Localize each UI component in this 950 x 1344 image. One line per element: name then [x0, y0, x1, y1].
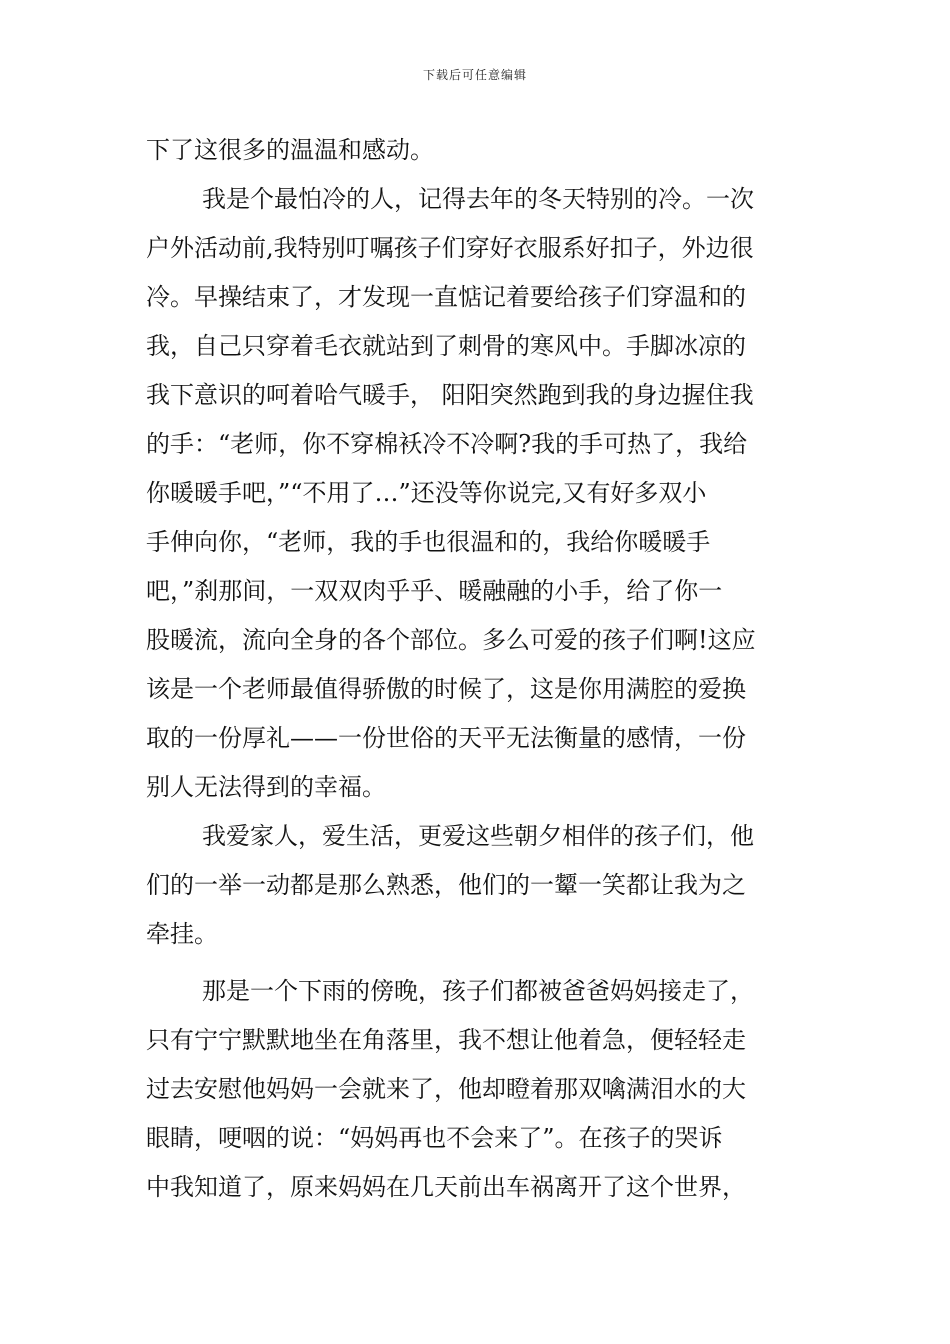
text-line: 冷。早操结束了，才发现一直惦记着要给孩子们穿温和的 — [146, 283, 746, 311]
text-line: 们的一举一动都是那么熟悉，他们的一颦一笑都让我为之 — [146, 871, 746, 899]
text-line: 中我知道了，原来妈妈在几天前出车祸离开了这个世界， — [146, 1173, 746, 1201]
text-line: 下了这很多的温温和感动。 — [146, 136, 434, 164]
text-line: 股暖流，流向全身的各个部位。多么可爱的孩子们啊!这应 — [146, 626, 756, 654]
document-body — [146, 126, 810, 1212]
text-line: 过去安慰他妈妈一会就来了，他却瞪着那双噙满泪水的大 — [146, 1075, 746, 1103]
text-line: 手伸向你，“老师，我的手也很温和的，我给你暖暖手 — [146, 528, 711, 556]
text-line: 别人无法得到的幸福。 — [146, 773, 386, 801]
page-header: 下载后可任意编辑 — [422, 68, 527, 82]
text-line: 牵挂。 — [146, 920, 218, 948]
paragraph-first-line: 我爱家人，爱生活，更爱这些朝夕相伴的孩子们，他 — [202, 822, 754, 850]
text-line: 你暖暖手吧，”“不用了…”还没等你说完,又有好多双小 — [146, 479, 707, 507]
text-line: 只有宁宁默默地坐在角落里，我不想让他着急，便轻轻走 — [146, 1026, 746, 1054]
paragraph-first-line: 我是个最怕冷的人，记得去年的冬天特别的冷。一次 — [202, 185, 754, 213]
text-line: 该是一个老师最值得骄傲的时候了，这是你用满腔的爱换 — [146, 675, 746, 703]
text-line: 我，自己只穿着毛衣就站到了刺骨的寒风中。手脚冰凉的 — [146, 332, 746, 360]
text-line: 我下意识的呵着哈气暖手， 阳阳突然跑到我的身边握住我 — [146, 381, 754, 409]
text-line: 吧，”刹那间，一双双肉乎乎、暖融融的小手，给了你一 — [146, 577, 723, 605]
text-line: 户外活动前,我特别叮嘱孩子们穿好衣服系好扣子，外边很 — [146, 234, 754, 262]
text-line: 取的一份厚礼——一份世俗的天平无法衡量的感情，一份 — [146, 724, 746, 752]
text-line: 的手：“老师，你不穿棉袄冷不冷啊?我的手可热了，我给 — [146, 430, 748, 458]
paragraph-first-line: 那是一个下雨的傍晚，孩子们都被爸爸妈妈接走了， — [202, 977, 754, 1005]
text-line: 眼睛，哽咽的说：“妈妈再也不会来了”。在孩子的哭诉 — [146, 1124, 723, 1152]
